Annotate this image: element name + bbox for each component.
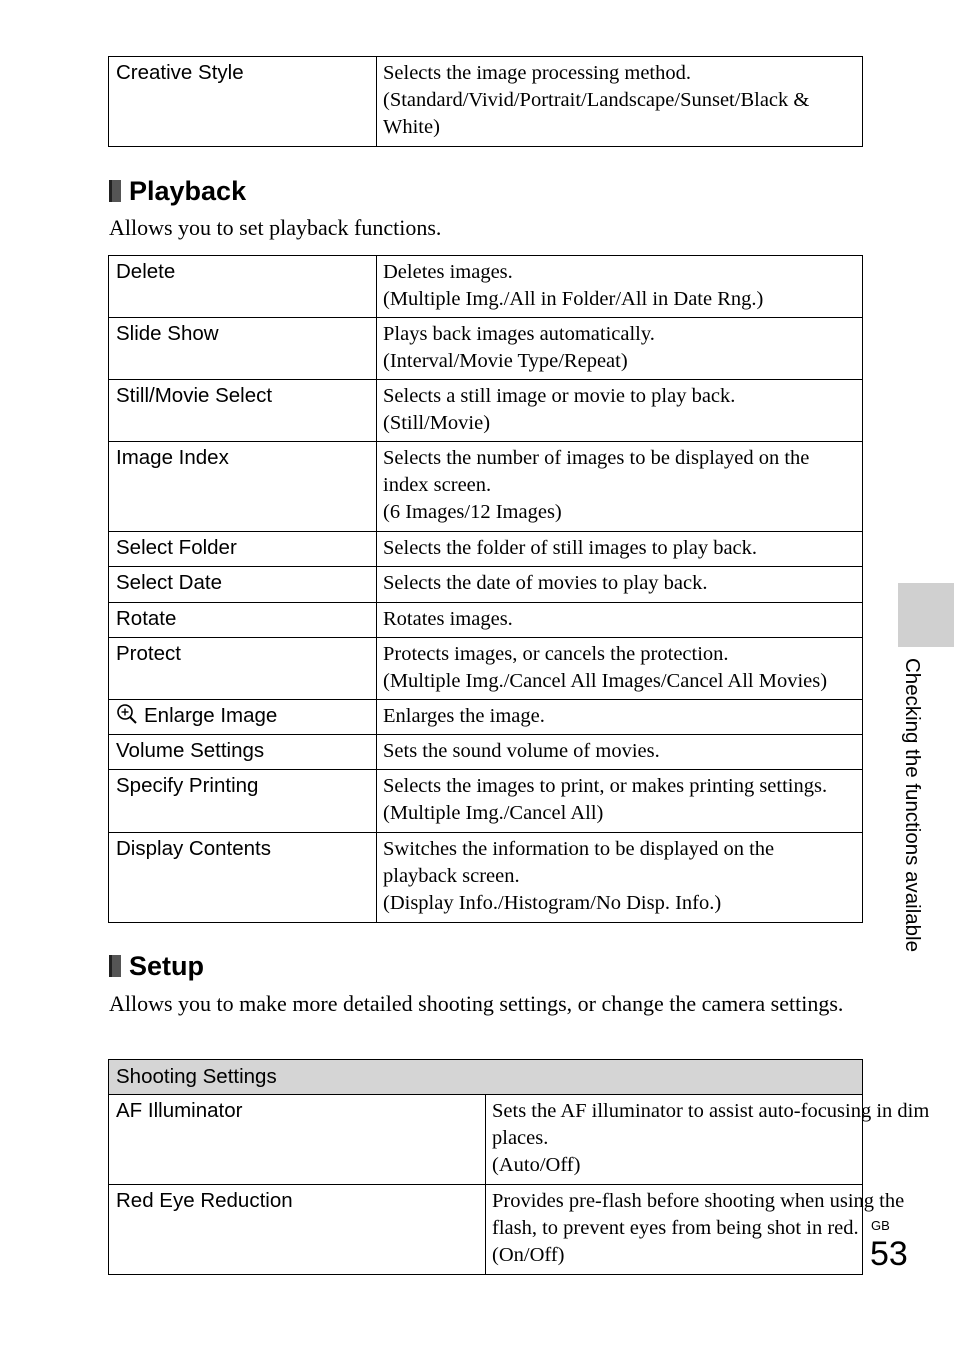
description-line: Plays back images automatically. (383, 323, 655, 345)
description-line: (Auto/Off) (492, 1154, 581, 1176)
description-line: places. (492, 1127, 549, 1149)
description-line: Selects the number of images to be displayed on the (383, 447, 810, 469)
row-key: Volume Settings (109, 735, 377, 770)
row-key (109, 700, 377, 735)
row-description (377, 603, 863, 638)
table-row (109, 380, 863, 442)
description-line: (Multiple Img./All in Folder/All in Date Rng.) (383, 288, 764, 310)
table-row (109, 57, 863, 147)
table-row (109, 833, 863, 923)
row-key: Still/Movie Select (109, 380, 377, 442)
setup-heading-text: Setup (129, 951, 205, 981)
description-line: (Standard/Vivid/Portrait/Landscape/Sunset/Black & (383, 89, 810, 111)
row-description (377, 442, 863, 532)
description-line: (Multiple Img./Cancel All) (383, 802, 604, 824)
description-line: (Interval/Movie Type/Repeat) (383, 350, 628, 372)
description-line: Deletes images. (383, 261, 513, 283)
section-marker-icon (109, 180, 121, 202)
row-key: Image Index (109, 442, 377, 532)
description-line: index screen. (383, 474, 492, 496)
row-description (377, 532, 863, 567)
row-key: Specify Printing (109, 770, 377, 833)
table-row (109, 638, 863, 700)
description-line: Selects the date of movies to play back. (383, 572, 708, 594)
table-row (109, 770, 863, 833)
table-row (109, 700, 863, 735)
table-row (109, 256, 863, 318)
creative-style-table (108, 56, 863, 147)
table-row (109, 532, 863, 567)
playback-intro: Allows you to set playback functions. (109, 215, 442, 240)
row-description (377, 770, 863, 833)
description-line: Selects the image processing method. (383, 62, 691, 84)
row-key: Delete (109, 256, 377, 318)
description-line: playback screen. (383, 865, 520, 887)
description-line: White) (383, 116, 440, 138)
row-key: Slide Show (109, 318, 377, 380)
row-description (377, 256, 863, 318)
setup-heading (109, 950, 204, 982)
description-line: Sets the sound volume of movies. (383, 740, 660, 762)
playback-heading-text: Playback (129, 176, 247, 206)
row-description (377, 700, 863, 735)
zoom-in-icon (116, 703, 138, 725)
description-line: flash, to prevent eyes from being shot in red. (492, 1217, 859, 1239)
row-description (377, 833, 863, 923)
table-row (109, 567, 863, 603)
row-key: AF Illuminator (109, 1095, 486, 1185)
side-tab-marker (898, 583, 954, 647)
row-description (377, 318, 863, 380)
table-row (109, 735, 863, 770)
table-row (109, 318, 863, 380)
description-line: (Multiple Img./Cancel All Images/Cancel All Movies) (383, 670, 828, 692)
table-row (109, 1095, 863, 1185)
table-row (109, 603, 863, 638)
table-row (109, 442, 863, 532)
row-description (377, 735, 863, 770)
playback-heading (109, 175, 246, 207)
row-description (377, 380, 863, 442)
page-number: 53 (870, 1235, 908, 1273)
row-key-text: Enlarge Image (144, 704, 278, 727)
description-line: Protects images, or cancels the protection. (383, 643, 729, 665)
row-description (377, 638, 863, 700)
row-key: Display Contents (109, 833, 377, 923)
description-line: (Display Info./Histogram/No Disp. Info.) (383, 892, 722, 914)
description-line: (Still/Movie) (383, 412, 491, 434)
group-row (109, 1060, 863, 1095)
description-line: Sets the AF illuminator to assist auto-focusing in dim (492, 1100, 930, 1122)
row-key: Select Folder (109, 532, 377, 567)
setup-intro: Allows you to make more detailed shooting settings, or change the camera settings. (109, 991, 844, 1016)
description-line: Switches the information to be displayed on the (383, 838, 775, 860)
description-line: Rotates images. (383, 608, 513, 630)
description-line: Selects a still image or movie to play back. (383, 385, 736, 407)
row-key: Protect (109, 638, 377, 700)
row-description (377, 57, 863, 147)
row-description (486, 1095, 930, 1185)
shooting-settings-header: Shooting Settings (109, 1060, 863, 1095)
row-key: Creative Style (109, 57, 377, 147)
playback-table (108, 255, 863, 923)
row-key: Red Eye Reduction (109, 1185, 486, 1275)
table-row (109, 1185, 863, 1275)
side-tab-label: Checking the functions available (901, 658, 924, 953)
description-line: (6 Images/12 Images) (383, 501, 562, 523)
description-line: Selects the folder of still images to play back. (383, 537, 758, 559)
section-marker-icon (109, 955, 121, 977)
row-key: Select Date (109, 567, 377, 603)
row-description (377, 567, 863, 603)
row-key: Rotate (109, 603, 377, 638)
region-code: GB (871, 1218, 890, 1233)
description-line: Selects the images to print, or makes printing settings. (383, 775, 828, 797)
description-line: (On/Off) (492, 1244, 565, 1266)
description-line: Provides pre-flash before shooting when using the (492, 1190, 905, 1212)
description-line: Enlarges the image. (383, 705, 545, 727)
